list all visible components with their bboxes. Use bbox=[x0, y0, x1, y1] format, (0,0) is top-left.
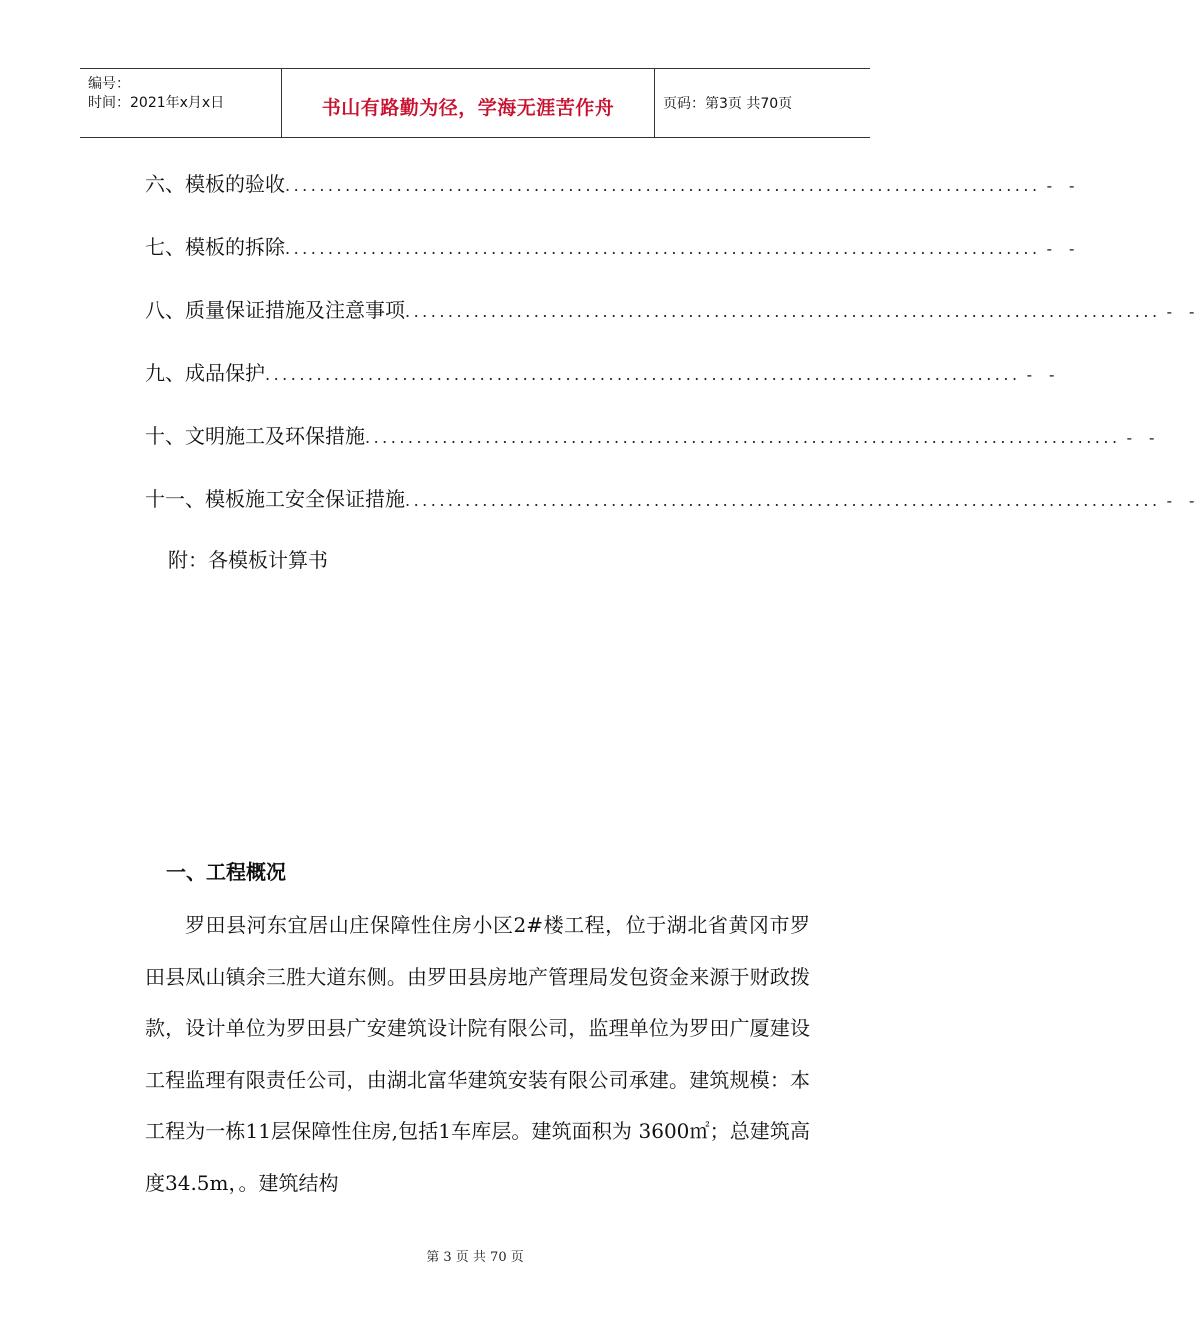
toc-item[interactable] bbox=[145, 420, 1161, 483]
toc-item[interactable] bbox=[145, 357, 1061, 420]
section-heading: 一、工程概况 bbox=[166, 860, 286, 884]
toc-leader-dots: ........................................................................................ bbox=[285, 176, 1041, 195]
header-page-cell bbox=[655, 69, 870, 137]
toc-item-page: - - bbox=[1026, 365, 1061, 384]
toc-item[interactable] bbox=[145, 168, 1081, 231]
toc-item-title: 八、质量保证措施及注意事项 bbox=[145, 298, 405, 322]
toc-leader-dots: ........................................................................................ bbox=[265, 365, 1021, 384]
toc-item[interactable] bbox=[145, 231, 1081, 294]
toc-item-page: - - bbox=[1046, 176, 1081, 195]
toc-item-page: - - bbox=[1166, 491, 1200, 510]
toc-appendix[interactable]: 附：各模板计算书 bbox=[168, 548, 328, 572]
table-of-contents bbox=[145, 168, 1200, 546]
toc-leader-dots: ........................................................................................ bbox=[405, 491, 1161, 510]
toc-leader-dots: ........................................................................................ bbox=[405, 302, 1161, 321]
header-motto-cell bbox=[281, 69, 655, 137]
toc-item-page: - - bbox=[1126, 428, 1161, 447]
toc-item-page: - - bbox=[1166, 302, 1200, 321]
header-page-label: 页码：第3页 共70页 bbox=[663, 96, 793, 112]
document-header bbox=[80, 68, 870, 138]
toc-item[interactable] bbox=[145, 483, 1200, 546]
time-label: 时间：2021年x月x日 bbox=[88, 95, 225, 111]
toc-item-title: 七、模板的拆除 bbox=[145, 235, 285, 259]
body-paragraph: 罗田县河东宜居山庄保障性住房小区2#楼工程，位于湖北省黄冈市罗田县凤山镇余三胜大道东侧。由罗田县房地产管理局发包资金来源于财政拨款，设计单位为罗田县广安建筑设计院有限公司，监理单位为罗田广厦建设工程监理有限责任公司，由湖北富华建筑安装有限公司承建。建筑规模：本工程为一栋11层保障性住房,包括1车库层。建筑面积为 3600㎡；总建筑高度34.5m，。建筑结构 bbox=[145, 913, 810, 1195]
header-meta-cell bbox=[80, 69, 281, 137]
toc-item[interactable] bbox=[145, 294, 1200, 357]
toc-leader-dots: ........................................................................................ bbox=[365, 428, 1121, 447]
section-body bbox=[145, 900, 810, 1209]
toc-item-title: 九、成品保护 bbox=[145, 361, 265, 385]
page-footer: 第 3 页 共 70 页 bbox=[426, 1250, 524, 1265]
number-label: 编号： bbox=[88, 76, 130, 92]
header-motto: 书山有路勤为径，学海无涯苦作舟 bbox=[321, 97, 615, 119]
toc-item-title: 六、模板的验收 bbox=[145, 172, 285, 196]
toc-leader-dots: ........................................................................................ bbox=[285, 239, 1041, 258]
toc-item-page: - - bbox=[1046, 239, 1081, 258]
toc-item-title: 十、文明施工及环保措施 bbox=[145, 424, 365, 448]
toc-item-title: 十一、模板施工安全保证措施 bbox=[145, 487, 405, 511]
